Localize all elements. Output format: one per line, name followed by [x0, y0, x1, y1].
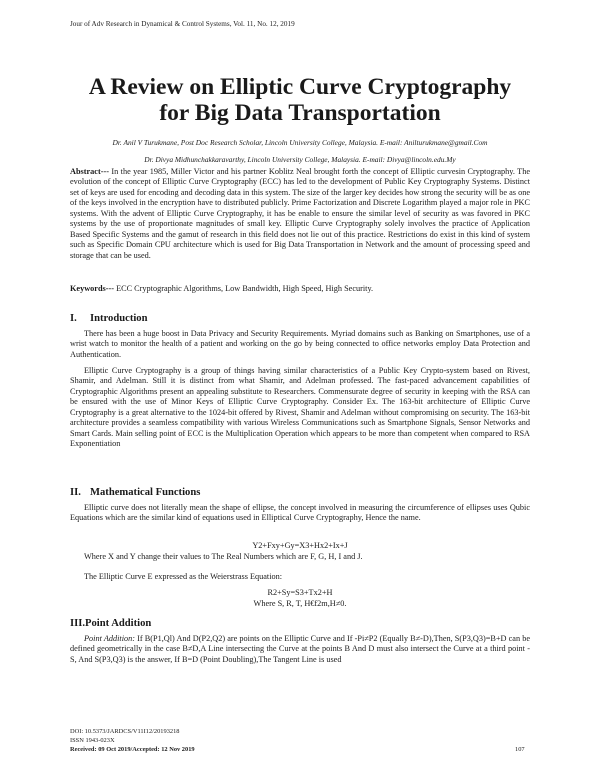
- equation-1-where: Where X and Y change their values to The Real Numbers which are F, G, H, I and J.: [84, 552, 363, 561]
- footer-doi: DOI: 10.5373/JARDCS/V11I12/20193218: [70, 728, 180, 735]
- section-title: Introduction: [90, 313, 148, 324]
- running-head: Jour of Adv Research in Dynamical & Control Systems, Vol. 11, No. 12, 2019: [70, 20, 295, 28]
- equation-2: R2+Sy=S3+Tx2+H: [267, 588, 333, 597]
- author-2: Dr. Divya Midhunchakkaravarthy, Lincoln University College, Malaysia. E-mail: Divya@lincoln.edu.My: [144, 155, 456, 164]
- section-title: Point Addition: [85, 618, 152, 629]
- footer-issn: ISSN 1943-023X: [70, 737, 115, 744]
- equation-2-where: Where S, R, T, H€f2m,H≠0.: [253, 599, 347, 608]
- keywords: [70, 284, 530, 294]
- abstract-label: Abstract---: [70, 167, 109, 176]
- author-1: Dr. Anil V Turukmane, Post Doc Research Scholar, Lincoln University College, Malaysia. E-mail: Anilturukmane@gmail.Com: [112, 138, 488, 147]
- abstract: [70, 167, 530, 261]
- point-addition-label: Point Addition:: [84, 634, 136, 643]
- weierstrass-intro: The Elliptic Curve E expressed as the Weierstrass Equation:: [84, 572, 283, 581]
- point-addition-paragraph: [70, 634, 530, 665]
- paper-title: [40, 74, 560, 126]
- intro-paragraph-2: Elliptic Curve Cryptography is a group of things having similar characteristics of a Public Key Crypto-system based on Rivest, Shamir, and Adelman. Still it is distinct from what Shamir, and Adelman professed. The fast-paced advancement capabilities of Cryptographic Algorithms present an appealing substitute to Researchers. Commensurate degree of security in keeping with the RSA can be ensured with the use of Minor Keys of Elliptic Curve Cryptography. Consider Ex. The 163-bit architecture of Elliptic Curve Cryptography is a great alternative to the 1024-bit offered by Rivest, Shamir and Adelman without compromising on security. The 163-bit architecture provides a seamless compatibility with various Wireless Communications such as Smartphone Signals, Sensor Networks and Smart Cards. Main selling point of ECC is the Multiplication Operation which appears to be more than competent when compared to RSA Exponentiation: [70, 366, 530, 449]
- abstract-text: In the year 1985, Miller Victor and his partner Koblitz Neal brought forth the concept of Elliptic curvesin Cryptography. The evolution of the concept of Elliptic Curve Cryptography (ECC) has led to the development of Public Key Cryptography Systems. Distinct set of keys are used for encoding and decoding data in this system. The size of the larger key decides how strong the security will be as one of the keys involved in the encryption have to distributed publicly. Prime Factorization and Discrete Logarithm played a major role in PKC systems. With the advent of Elliptic Curve Cryptography, it has be enable to ensure the similar level of security as was favored in PKC systems by the use of proportionate magnitudes of small key. Elliptic Curve Cryptography solely involves the practice of Application Based Specific Systems and the gamut of research in this field does not lie out of this practice. Restrictions do exist in this kind of system such as Specific Domain CPU architecture which is used for Big Data Transportation in Network and the amount of processing speed and storage that can be used.: [70, 167, 530, 260]
- section-heading-mathematical-functions: [70, 487, 200, 498]
- math-paragraph-1: Elliptic curve does not literally mean the shape of ellipse, the concept involved in measuring the circumference of ellipses uses Qubic Equations which are the similar kind of equations used in Elliptical Curve Cryptography, Hence the name.: [70, 503, 530, 523]
- page-number: 107: [515, 746, 525, 753]
- section-heading-point-addition: [70, 618, 151, 629]
- point-addition-text: If B(P1,Ql) And D(P2,Q2) are points on the Elliptic Curve and If -Pi≠P2 (Equally B≠-D),Then, S(P3,Q3)=B+D can be defined geometrically in the case B≠D,A Line intersecting the Curve at the points B And D must also intersect the Curve at a third point -S, And S(P3,Q3) is the answer, If B=D (Point Doubling),The Tangent Line is used: [70, 634, 530, 664]
- section-number: III.: [70, 618, 86, 629]
- section-title: Mathematical Functions: [90, 487, 201, 498]
- section-number: II.: [70, 487, 81, 498]
- keywords-label: Keywords---: [70, 284, 114, 293]
- section-heading-introduction: [70, 313, 148, 324]
- title-line-2: for Big Data Transportation: [159, 100, 441, 126]
- keywords-text: ECC Cryptographic Algorithms, Low Bandwidth, High Speed, High Security.: [114, 284, 374, 293]
- section-number: I.: [70, 313, 77, 324]
- equation-1: Y2+Fxy+Gy=X3+Hx2+Ix+J: [252, 541, 348, 550]
- intro-paragraph-1: There has been a huge boost in Data Privacy and Security Requirements. Myriad domains such as Banking on Smartphones, use of a wrist watch to monitor the health of a patient and working on the go by being connected to office networks employ Data Protection and Authentication.: [70, 329, 530, 359]
- footer-received: Received: 09 Oct 2019/Accepted: 12 Nov 2019: [70, 746, 195, 753]
- title-line-1: A Review on Elliptic Curve Cryptography: [88, 74, 512, 100]
